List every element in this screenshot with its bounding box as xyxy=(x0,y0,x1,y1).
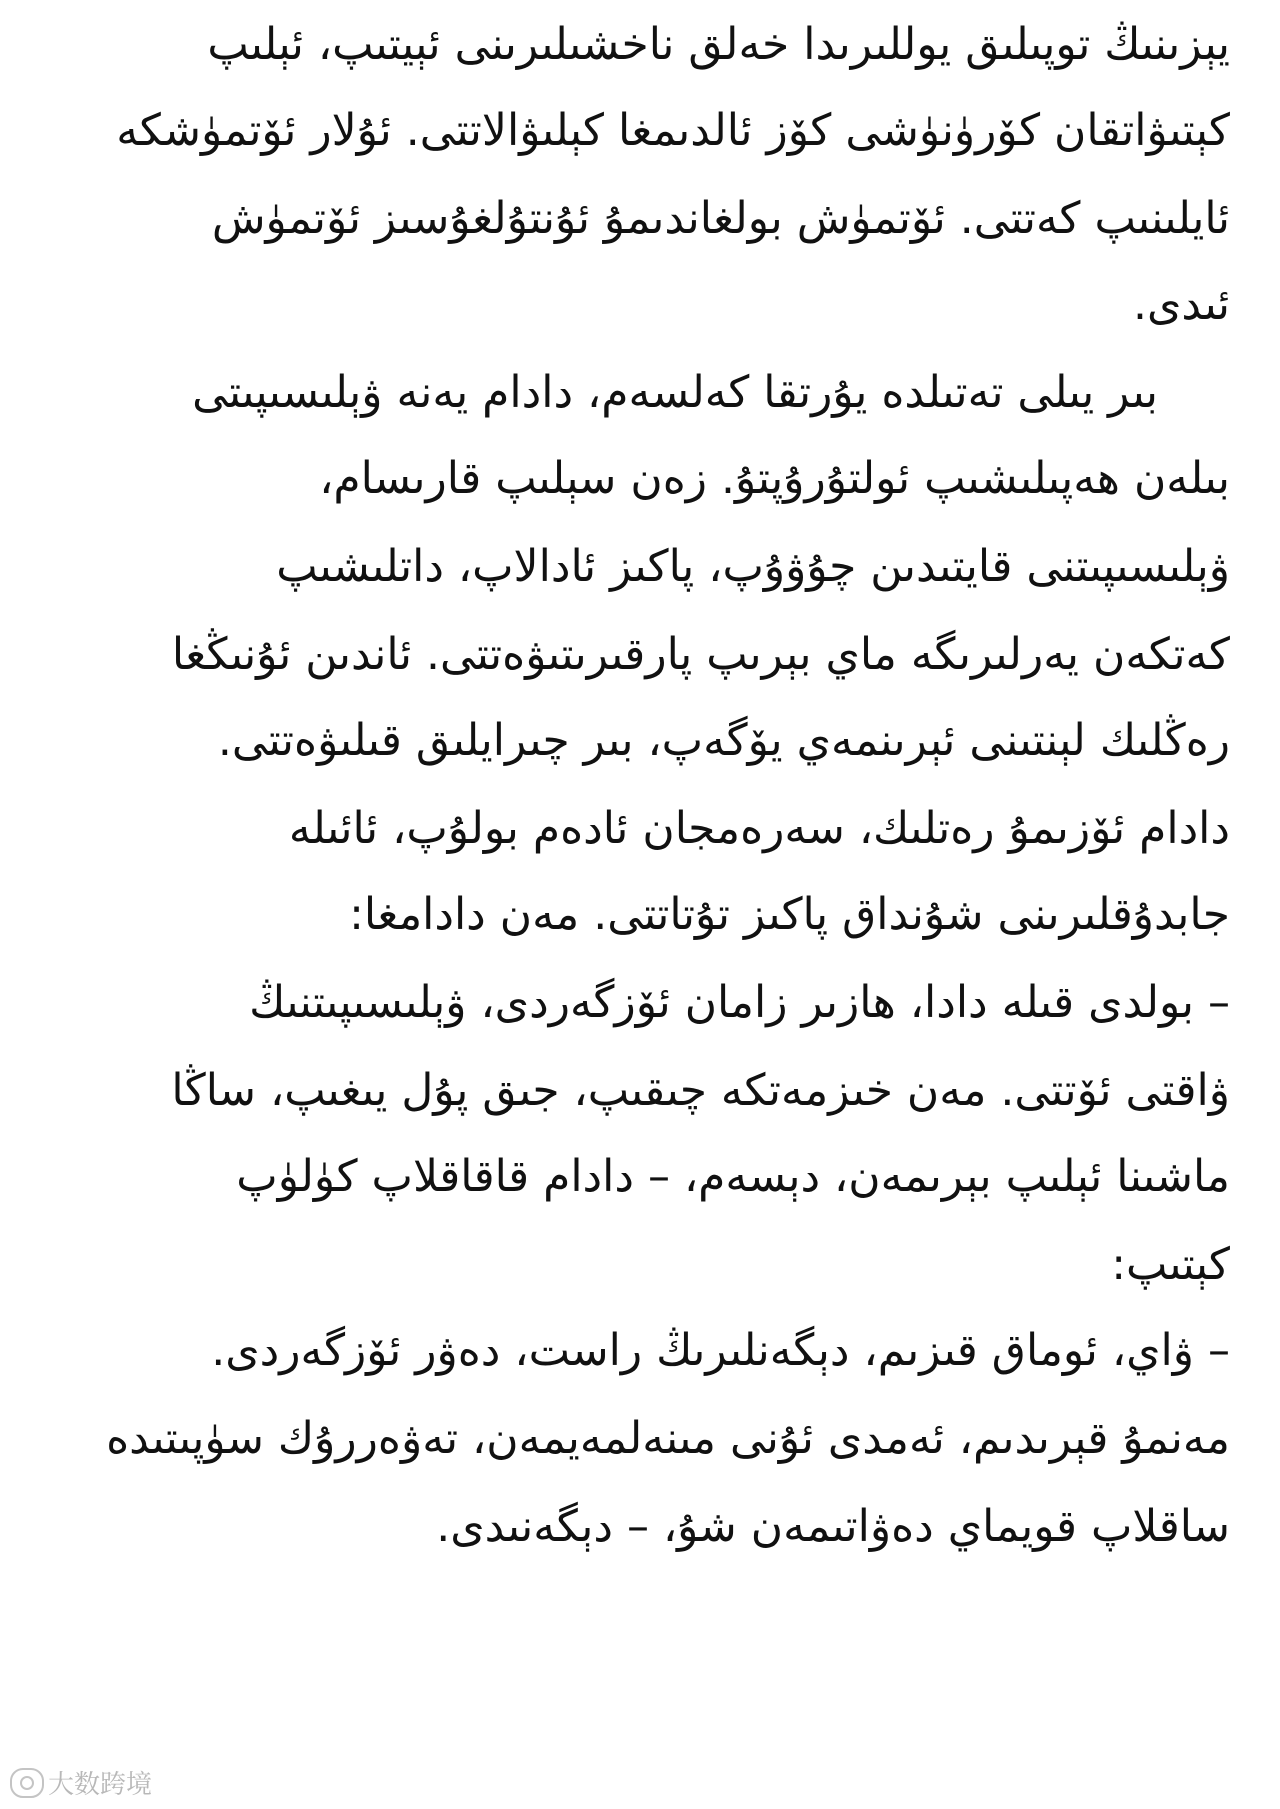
watermark xyxy=(10,1764,152,1801)
text-line-2: كېتىۋاتقان كۆرۈنۈشى كۆز ئالدىمغا كېلىۋالاتتى. ئۇلار ئۆتمۈشكە xyxy=(116,105,1230,156)
text-line-11: جابدۇقلىرىنى شۇنداق پاكىز تۇتاتتى. مەن دادامغا: xyxy=(349,889,1230,940)
text-line-5: بىر يىلى تەتىلدە يۇرتقا كەلسەم، دادام يەنە ۋېلىسىپىتى xyxy=(192,367,1158,418)
text-line-7: ۋېلىسىپىتنى قايتىدىن چۇۋۇپ، پاكىز ئادالاپ، داتلىشىپ xyxy=(276,541,1230,592)
text-line-12: – بولدى قىلە دادا، ھازىر زامان ئۆزگەردى، ۋېلىسىپىتنىڭ xyxy=(249,977,1230,1028)
document-page xyxy=(70,0,1230,1809)
text-line-8: كەتكەن يەرلىرىگە ماي بېرىپ پارقىرىتىۋەتتى. ئاندىن ئۇنىڭغا xyxy=(171,629,1230,680)
text-line-9: رەڭلىك لېنتىنى ئېرىنمەي يۆگەپ، بىر چىرايلىق قىلىۋەتتى. xyxy=(217,715,1230,766)
text-line-15: كېتىپ: xyxy=(1111,1239,1230,1290)
watermark-logo-icon xyxy=(10,1768,44,1798)
text-line-18: ساقلاپ قويماي دەۋاتىمەن شۇ، – دېگەنىدى. xyxy=(436,1501,1230,1552)
text-line-14: ماشىنا ئېلىپ بېرىمەن، دېسەم، – دادام قاقاقلاپ كۈلۈپ xyxy=(236,1151,1230,1202)
text-line-3: ئايلىنىپ كەتتى. ئۆتمۈش بولغاندىمۇ ئۇنتۇلغۇسىز ئۆتمۈش xyxy=(211,193,1230,244)
text-line-4: ئىدى. xyxy=(1132,279,1230,330)
text-line-1: يېزىنىڭ توپىلىق يوللىرىدا خەلق ناخشىلىرىنى ئېيتىپ، ئېلىپ xyxy=(207,19,1230,70)
watermark-text: 大数跨境 xyxy=(48,1770,153,1800)
text-line-16: – ۋاي، ئوماق قىزىم، دېگەنلىرىڭ راست، دەۋر ئۆزگەردى. xyxy=(211,1325,1230,1376)
text-line-10: دادام ئۆزىمۇ رەتلىك، سەرەمجان ئادەم بولۇپ، ئائىلە xyxy=(288,803,1230,854)
text-line-13: ۋاقتى ئۆتتى. مەن خىزمەتكە چىقىپ، جىق پۇل يىغىپ، ساڭا xyxy=(171,1065,1230,1116)
text-line-6: بىلەن ھەپىلىشىپ ئولتۇرۇپتۇ. زەن سېلىپ قارىسام، xyxy=(319,453,1230,504)
text-line-17: مەنمۇ قېرىدىم، ئەمدى ئۇنى مىنەلمەيمەن، تەۋەررۇك سۈپىتىدە xyxy=(106,1413,1230,1464)
